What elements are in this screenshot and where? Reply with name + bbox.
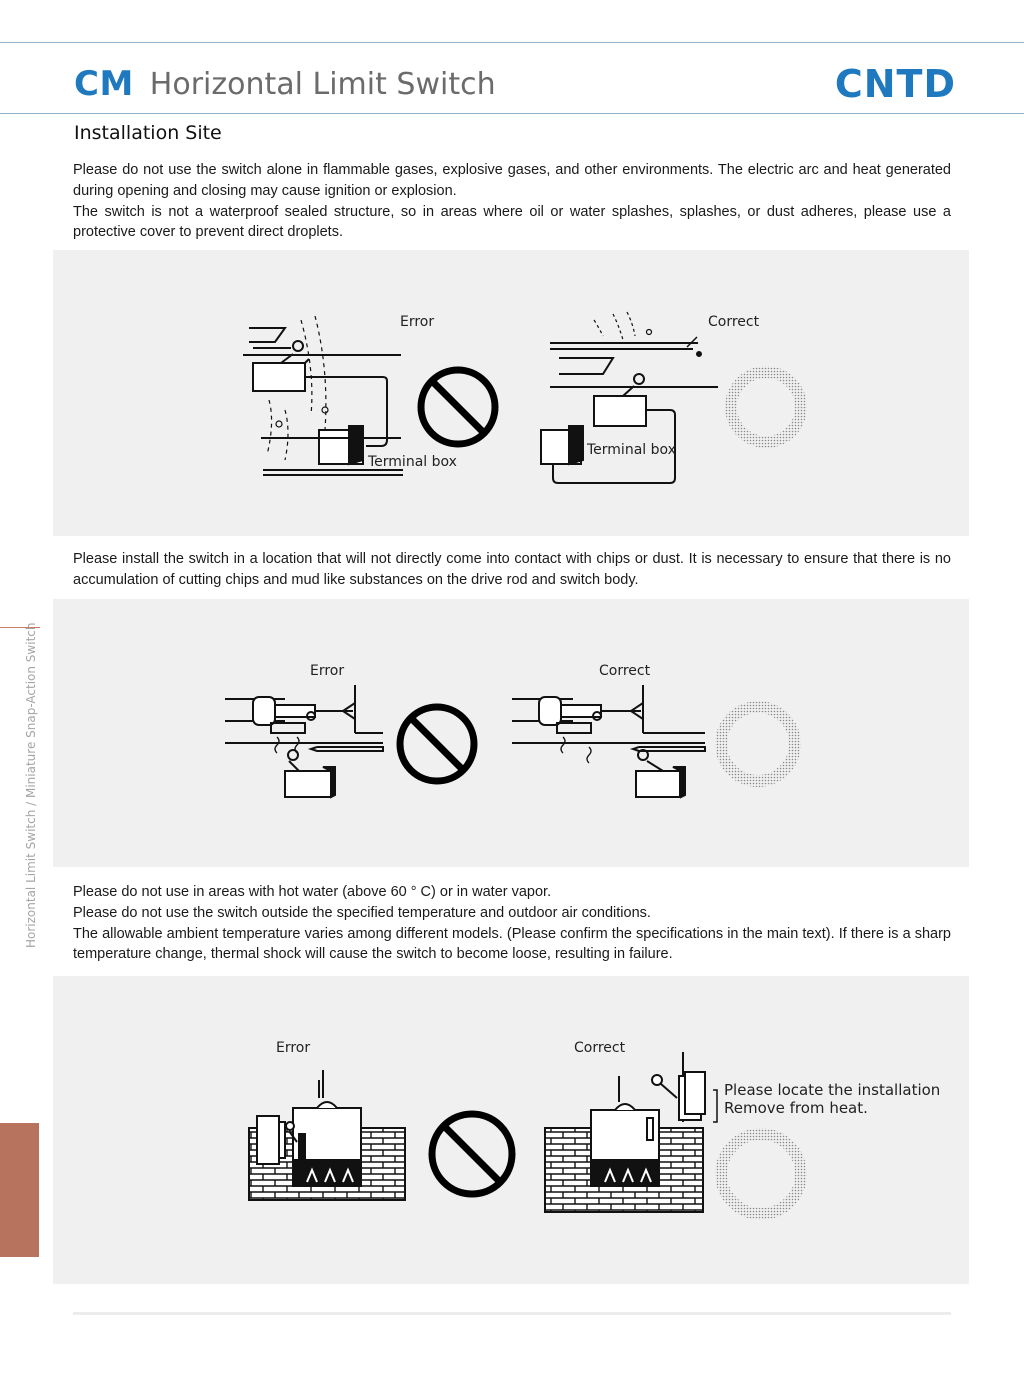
top-rule (0, 42, 1024, 43)
section-title: Installation Site (74, 122, 222, 144)
paragraph-chips-dust (73, 549, 951, 591)
correct-diagram (512, 685, 705, 797)
heat-note-callout (713, 1081, 940, 1122)
error-diagram (243, 316, 403, 475)
correct-icon (721, 707, 795, 781)
paragraph-line: Please do not use the switch outside the specified temperature and outdoor air conditions. (73, 904, 651, 921)
terminal-box-label-error: Terminal box (368, 454, 457, 470)
error-label: Error (310, 663, 345, 679)
figure-panel-chips (53, 599, 969, 867)
figure-oil-splash (53, 250, 969, 536)
paragraph-line: The switch is not a waterproof sealed structure, so in areas where oil or water splashes, splashes, or dust adheres, please use a protective cover to prevent direct droplets. (73, 203, 951, 241)
paragraph-line: The allowable ambient temperature varies among different models. (Please confirm the specifications in the main text). If there is a sharp temperature change, thermal shock will cause the switch to become loose, resulting in failure. (73, 925, 951, 963)
figure-heat (53, 976, 969, 1284)
cntd-logo: CNTD (834, 62, 956, 106)
paragraph-flammable (73, 160, 951, 243)
correct-label: Correct (599, 663, 651, 679)
prohibited-icon (421, 370, 495, 444)
figure-chips (53, 599, 969, 867)
prohibited-icon (432, 1114, 512, 1194)
brand-cm: CM (74, 64, 134, 104)
page-title: Horizontal Limit Switch (149, 66, 496, 102)
correct-icon (731, 372, 801, 442)
paragraph-line: Please install the switch in a location that will not directly come into contact with chips or dust. It is necessary to ensure that there is no accumulation of cutting chips and mud like substances on the drive rod and switch body. (73, 551, 951, 588)
error-diagram (249, 1070, 405, 1200)
correct-icon (721, 1134, 801, 1214)
correct-label: Correct (708, 314, 760, 330)
terminal-box-label-correct: Terminal box (587, 442, 676, 458)
heat-note-line1: Please locate the installation (724, 1081, 941, 1099)
sidebar-accent-block (0, 1123, 39, 1257)
paragraph-temperature (73, 882, 951, 965)
bottom-rule (73, 1312, 951, 1315)
error-label: Error (400, 314, 435, 330)
error-diagram (225, 685, 383, 797)
prohibited-icon (400, 707, 474, 781)
paragraph-line: Please do not use the switch alone in flammable gases, explosive gases, and other environments. The electric arc and heat generated during opening and closing may cause ignition or explosion. (73, 162, 951, 199)
figure-panel-heat (53, 976, 969, 1284)
sidebar-text: Horizontal Limit Switch / Miniature Snap-Action Switch (24, 622, 38, 948)
error-label: Error (276, 1040, 311, 1056)
page-header (74, 62, 496, 106)
paragraph-line: Please do not use in areas with hot water (above 60 ° C) or in water vapor. (73, 884, 552, 900)
correct-diagram (545, 1052, 705, 1212)
correct-label: Correct (574, 1040, 626, 1056)
figure-panel-oil-splash (53, 250, 969, 536)
heat-note-line2: Remove from heat. (724, 1099, 868, 1117)
header-rule (0, 113, 1024, 114)
